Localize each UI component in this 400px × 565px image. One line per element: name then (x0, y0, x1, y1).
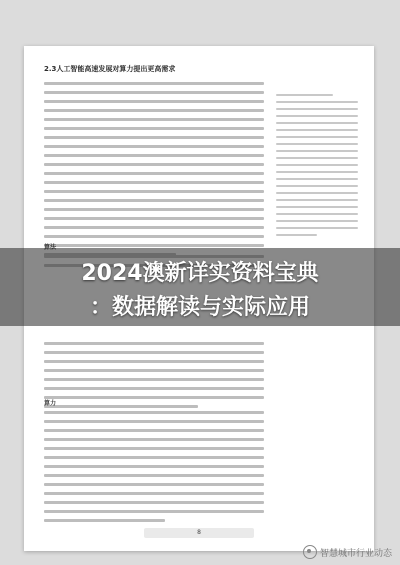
overlay-title-line2: ：数据解读与实际应用 (89, 295, 310, 320)
paragraph-label-compute: 算力 (44, 400, 57, 407)
page-number: 8 (197, 529, 201, 536)
wechat-icon (303, 545, 317, 559)
compute-paragraph (44, 398, 264, 528)
section-heading: 2.3人工智能高速发展对算力提出更高需求 (44, 65, 176, 73)
watermark-text: 智慧城市行业动态 (319, 548, 392, 559)
side-text-column (276, 94, 358, 241)
overlay-title-line1: 2024澳新详实资料宝典 (81, 261, 319, 286)
page-footer (144, 528, 254, 538)
main-text-block-1 (44, 82, 264, 262)
watermark (303, 545, 392, 559)
